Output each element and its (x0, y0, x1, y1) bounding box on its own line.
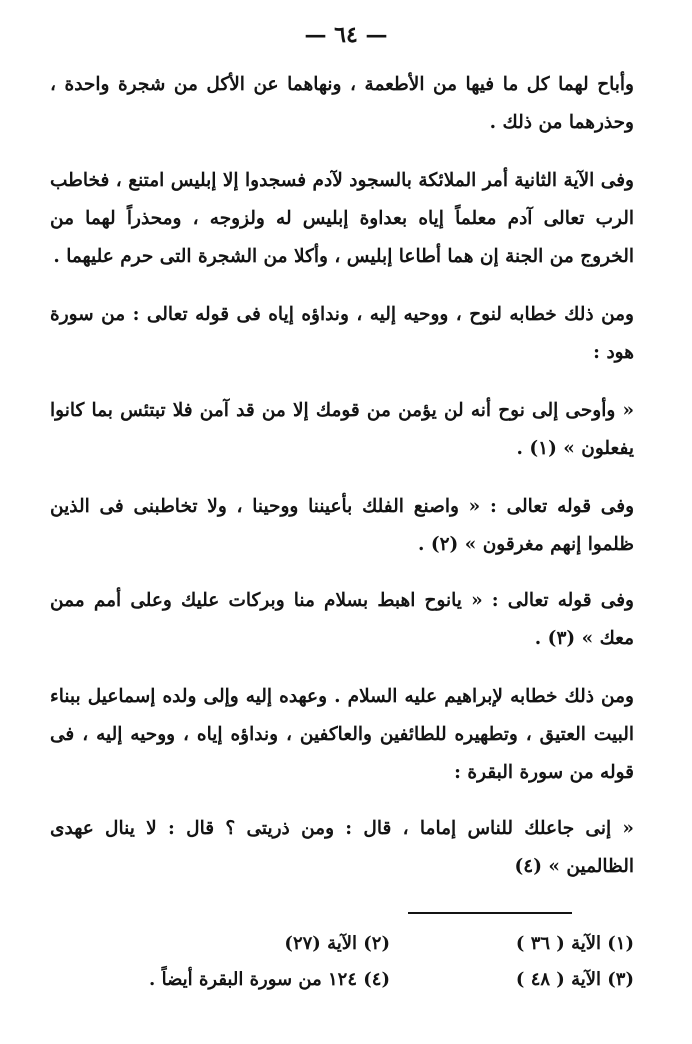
footnote-3: (٣) الآية ( ٤٨ ) (515, 969, 634, 990)
paragraph-5-quote: وفى قوله تعالى : « واصنع الفلك بأعيننا ووحينا ، ولا تخاطبنى فى الذين ظلموا إنهم مغرقون » (٢) . (50, 496, 634, 555)
footnote-row-1 (60, 926, 634, 962)
paragraph-3: ومن ذلك خطابه لنوح ، ووحيه إليه ، ونداؤه إياه فى قوله تعالى : من سورة هود : (50, 304, 634, 363)
footnote-divider (408, 912, 572, 914)
footnotes (60, 926, 634, 998)
paragraph-4-quote: « وأوحى إلى نوح أنه لن يؤمن من قومك إلا من قد آمن فلا تبتئس بما كانوا يفعلون » (١) . (50, 400, 634, 459)
paragraph-2: وفى الآية الثانية أمر الملائكة بالسجود لآدم فسجدوا إلا إبليس امتنع ، فخاطب الرب تعالى آدم معلماً إياه بعداوة إبليس له ولزوجه ، ومحذراً لهما من الخروج من الجنة إن هما أطاعا إبليس ، وأكلا من الشجرة التى حرم عليهما . (50, 170, 634, 267)
paragraph-7: ومن ذلك خطابه لإبراهيم عليه السلام . وعهده إليه وإلى ولده إسماعيل ببناء البيت العتيق ، وتطهيره للطائفين والعاكفين ، ونداؤه إياه ، ووحيه إليه ، فى قوله من سورة البقرة : (50, 686, 634, 783)
footnote-4: (٤) ١٢٤ من سورة البقرة أيضاً . (149, 969, 390, 990)
body-text (50, 66, 634, 906)
paragraph-8-quote: « إنى جاعلك للناس إماما ، قال : ومن ذريتى ؟ قال : لا ينال عهدى الظالمين » (٤) (50, 818, 634, 877)
footnote-2: (٢) الآية (٢٧) (284, 933, 390, 954)
footnote-row-2 (60, 962, 634, 998)
footnote-1: (١) الآية ( ٣٦ ) (515, 933, 634, 954)
paragraph-6-quote: وفى قوله تعالى : « يانوح اهبط بسلام منا وبركات عليك وعلى أمم ممن معك » (٣) . (50, 590, 634, 649)
paragraph-1: وأباح لهما كل ما فيها من الأطعمة ، ونهاهما عن الأكل من شجرة واحدة ، وحذرهما من ذلك . (50, 74, 634, 133)
page-number: — ٦٤ — (304, 22, 388, 48)
